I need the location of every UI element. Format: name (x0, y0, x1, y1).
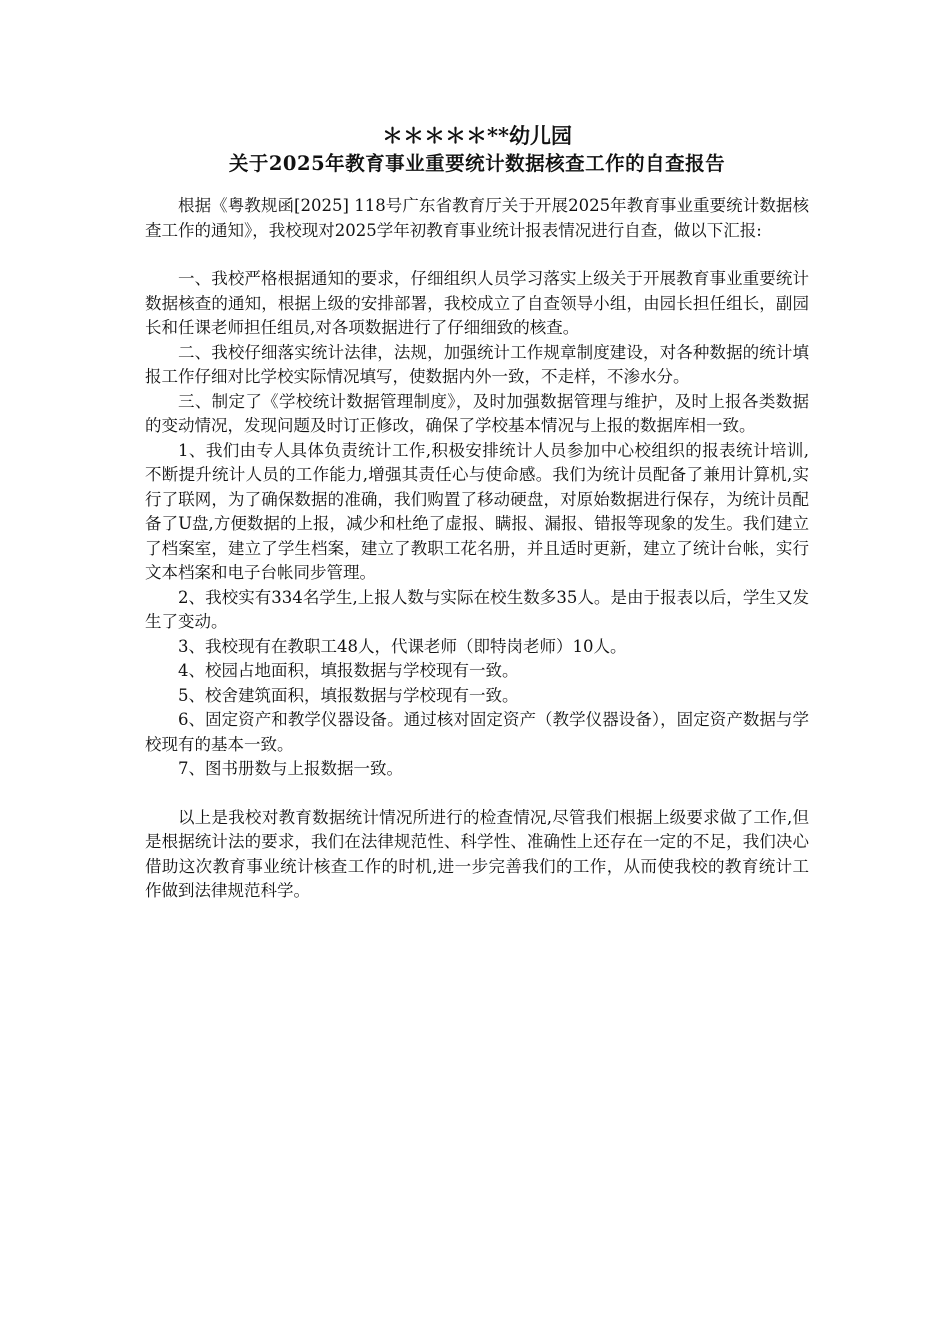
paragraph-gap (145, 782, 809, 806)
item-5-paragraph: 5、校舍建筑面积，填报数据与学校现有一致。 (178, 685, 519, 705)
conclusion-paragraph: 以上是我校对教育数据统计情况所进行的检查情况,尽管我们根据上级要求做了工作,但是根据统计法的要求，我们在法律规范性、科学性、准确性上还存在一定的不足，我们决心借助这次教育事业统计核查工作的时机,进一步完善我们的工作，从而使我校的教育统计工作做到法律规范科学。 (145, 807, 809, 900)
school-name: ＊＊＊＊＊**幼儿园 (382, 123, 572, 148)
section-3-paragraph: 三、制定了《学校统计数据管理制度》，及时加强数据管理与维护，及时上报各类数据的变动情况，发现问题及时订正修改，确保了学校基本情况与上报的数据库相一致。 (145, 391, 809, 435)
section-2-paragraph: 二、我校仔细落实统计法律，法规，加强统计工作规章制度建设，对各种数据的统计填报工作仔细对比学校实际情况填写，使数据内外一致，不走样，不渗水分。 (145, 342, 809, 386)
item-6-paragraph: 6、固定资产和教学仪器设备。通过核对固定资产（教学仪器设备），固定资产数据与学校现有的基本一致。 (145, 710, 809, 754)
title-block (125, 122, 829, 178)
report-title: 关于2025年教育事业重要统计数据核查工作的自查报告 (228, 152, 726, 175)
section-1-paragraph: 一、我校严格根据通知的要求，仔细组织人员学习落实上级关于开展教育事业重要统计数据核查的通知，根据上级的安排部署，我校成立了自查领导小组，由园长担任组长，副园长和任课老师担任组员,对各项数据进行了仔细细致的核查。 (145, 269, 809, 337)
item-7-paragraph: 7、图书册数与上报数据一致。 (178, 759, 403, 778)
item-1-paragraph: 1、我们由专人具体负责统计工作,积极安排统计人员参加中心校组织的报表统计培训,不断提升统计人员的工作能力,增强其责任心与使命感。我们为统计员配备了兼用计算机,实行了联网，为了确保数据的准确，我们购置了移动硬盘，对原始数据进行保存，为统计员配备了U盘,方便数据的上报，减少和杜绝了虚报、瞒报、漏报、错报等现象的发生。我们建立了档案室，建立了学生档案，建立了教职工花名册，并且适时更新，建立了统计台帐，实行文本档案和电子台帐同步管理。 (145, 440, 809, 582)
item-2-paragraph: 2、我校实有334名学生,上报人数与实际在校生数多35人。是由于报表以后，学生又发生了变动。 (145, 587, 809, 631)
item-3-paragraph: 3、我校现有在教职工48人，代课老师（即特岗老师）10人。 (178, 636, 627, 656)
document-body (145, 122, 809, 904)
item-4-paragraph: 4、校园占地面积，填报数据与学校现有一致。 (178, 661, 519, 680)
paragraph-gap (145, 243, 809, 267)
intro-paragraph: 根据《粤教规函[2025] 118号广东省教育厅关于开展2025年教育事业重要统计数据核查工作的通知》，我校现对2025学年初教育事业统计报表情况进行自查，做以下汇报: (145, 196, 809, 240)
